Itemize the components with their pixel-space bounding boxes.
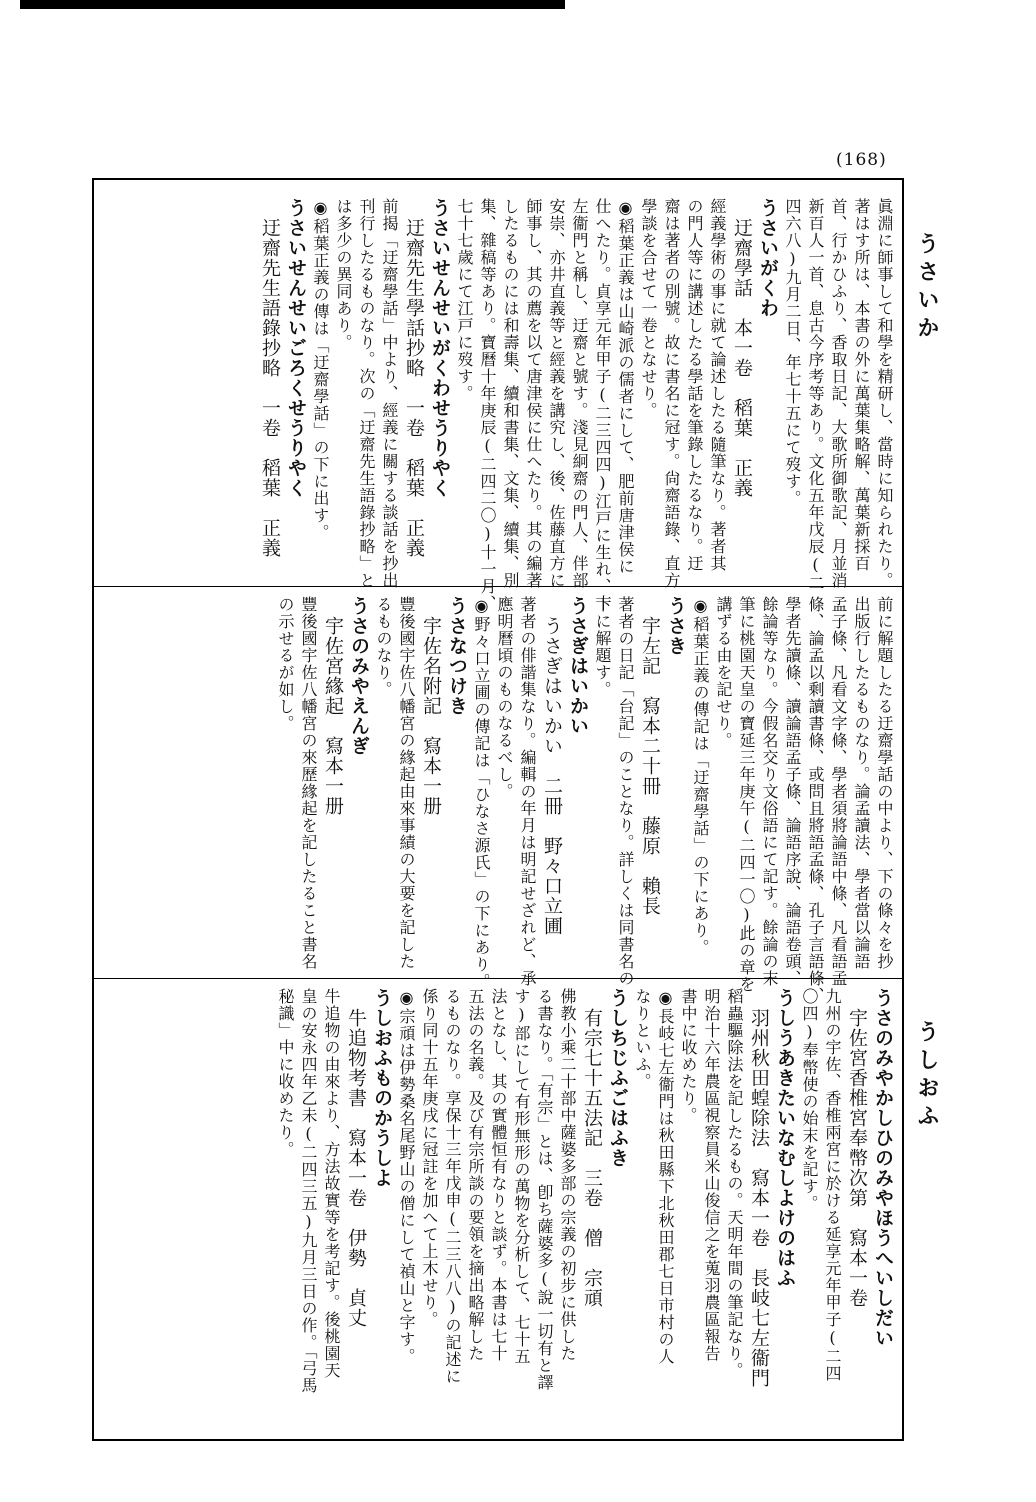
entry-title-line: 羽州秋田蝗除法 寫本一卷 長岐七左衞門	[748, 988, 770, 1388]
entry-title-line: 迂齋學話 本一卷 稻葉 正義	[731, 198, 753, 498]
text-line: の示せるが如し。	[276, 596, 295, 732]
entry-heading: うしおふものかうしよ	[371, 988, 393, 1188]
section-bottom	[100, 988, 896, 1428]
text-line: る書なり。「有宗」とは、卽ち薩婆多(說一切有と譯	[535, 988, 554, 1391]
entry-title-line: 迂齋先生語錄抄略 一卷 稻葉 正義	[259, 198, 281, 558]
top-rule	[20, 0, 565, 9]
section-divider-1	[92, 586, 904, 587]
entry-heading: うしうあきたいなむしよけのはふ	[774, 988, 796, 1288]
text-line: 皇の安永四年乙未(二四三五)九月三日の作。「弓馬	[299, 988, 318, 1394]
text-line: 左衞門と稱し、迂齋と號す。淺見絅齋の門人、伴部	[570, 198, 589, 589]
entry-heading: うさのみやかしひのみやほうへいしだい	[872, 988, 894, 1348]
text-line: ◉野々口立圃の傳記は「ひなさ源氏」の下にあり。	[472, 596, 491, 990]
text-line: 係り同十五年庚戌に冠註を加へて上木せり。	[420, 988, 439, 1328]
entry-title-line: 牛追物考書 寫本一卷 伊勢 貞丈	[345, 988, 367, 1328]
text-line: 著はす所は、本書の外に萬葉集略解、萬葉新採百	[852, 198, 871, 572]
text-line: 五法の名義。及び有宗所談の要領を摘出略解した	[466, 988, 485, 1362]
text-line: 集、雜稿等あり。寶曆十年庚辰(二四二〇)十一月、	[478, 198, 497, 612]
text-line: 佛教小乘二十部中薩婆多部の宗義の初步に供した	[558, 988, 577, 1362]
text-line: 下に解題す。	[593, 596, 612, 698]
text-line: は多少の異同あり。	[334, 198, 353, 351]
text-line: 前に解題したる迂齋學話の中より、下の條々を抄	[875, 596, 894, 970]
text-line: 安崇、亦井直義等と經義を講究し、後、佐藤直方に	[547, 198, 566, 589]
text-line: 刊行したるものなり。次の「迂齋先生語錄抄略」と	[357, 198, 376, 589]
text-line: 筆に桃園天皇の寶延三年庚午(二四一〇)此の章を	[737, 596, 756, 993]
text-line: 前揭「迂齋學話」中より、經義に關する談話を抄出	[380, 198, 399, 589]
text-line: 齋は著者の別號。故に書名に冠す。尙齋語錄、直方	[662, 198, 681, 589]
text-line: 九州の宇佐、香椎兩宮に於ける延享元年甲子(二四	[823, 988, 842, 1382]
text-line: したるものには和壽集、續和書集、文集、續集、別	[501, 198, 520, 589]
text-line: す)部にして有形無形の萬物を分析して、七十五	[512, 988, 531, 1365]
text-line: 新百人一首、息古今序考等あり。文化五年戊辰(二	[806, 198, 825, 592]
text-line: ◉長岐七左衞門は秋田縣下北秋田郡七日市村の人	[656, 988, 675, 1365]
entry-heading: うさなつけき	[446, 596, 468, 716]
text-line: 著者の日記「台記」のことなり。詳しくは同書名の	[616, 596, 635, 987]
entry-heading: うさのみやえんぎ	[348, 596, 370, 756]
text-line: ◉宗頑は伊勢桑名尾野山の僧にして禎山と字す。	[397, 988, 416, 1365]
text-line: 稻蟲驅除法を記したるもの。天明年間の筆記なり。	[725, 988, 744, 1379]
text-line: 學者先讀條、讀論語孟子條、論語序說、論語卷頭、	[783, 596, 802, 987]
entry-title-line: 宇佐宮香椎宮奉幣次第 寫本一卷	[846, 988, 868, 1308]
text-line: 書中に收めたり。	[679, 988, 698, 1124]
text-line: 餘論等なり。今假名交り文俗語にて記す。餘論の末	[760, 596, 779, 987]
section-middle	[100, 596, 896, 1004]
text-line: ◉稻葉正義の傳記は「迂齋學話」の下にあり。	[691, 596, 710, 956]
entry-heading: うさいがくわ	[757, 198, 779, 318]
text-line: 七十七歲にて江戸に歿す。	[455, 198, 474, 402]
entry-heading: うさいせんせいがくわせうりやく	[429, 198, 451, 498]
text-line: 仕へたり。貞享元年甲子(二三四四)江戸に生れ、十	[593, 198, 612, 612]
text-line: 豐後國宇佐八幡宮の緣起由來事績の大要を記した	[397, 596, 416, 970]
text-line: 眞淵に師事して和學を精研し、當時に知られたり。	[875, 198, 894, 589]
text-line: 〇四)奉幣使の始末を記す。	[800, 988, 819, 1212]
text-line: 首、行かひふり、香取日記、大歌所御歌記、月並消	[829, 198, 848, 589]
text-line: 孟子條、凡看文字條、學者須將論語中條、凡看語孟	[829, 596, 848, 987]
text-line: ◉稻葉正義は山崎派の儒者にして、肥前唐津侯に	[616, 198, 635, 575]
entry-title-line: 宇佐宮緣起 寫本一册	[322, 596, 344, 816]
text-line: 四六八)九月二日、年七十五にて歿す。	[783, 198, 802, 507]
page-number: (168)	[836, 150, 887, 170]
text-line: 經義學術の事に就て論述したる隨筆なり。著者其	[708, 198, 727, 572]
entry-heading: うさいせんせいごろくせうりやく	[285, 198, 307, 498]
text-line: 條、論孟以剩讀書條、或問且將語孟條、孔子言語條、	[806, 596, 825, 1004]
text-line: 明治十六年農區視察員米山俊信之を蒐羽農區報告	[702, 988, 721, 1362]
entry-title-line: 宇左記 寫本二十冊 藤原 賴長	[639, 596, 661, 916]
text-line: ◉稻葉正義の傳は「迂齋學話」の下に出す。	[311, 198, 330, 541]
entry-heading: うさぎはいかい	[567, 596, 589, 736]
text-line: の門人等に講述したる學話を筆錄したるなり。迂	[685, 198, 704, 572]
text-line: 著者の俳諧集なり。編輯の年月は明記せざれど、承	[518, 596, 537, 987]
running-header-left: うしおふ	[914, 1020, 940, 1132]
text-line: 應明曆頃のものなるべし。	[495, 596, 514, 800]
text-line: 牛追物の由來より、方法故實等を考記す。後桃園天	[322, 988, 341, 1379]
entry-title-line: 迂齋先生學話抄略 一卷 稻葉 正義	[403, 198, 425, 558]
entry-title-line: うさぎはいかい 二冊 野々口立圃	[541, 596, 563, 936]
text-line: るものなり。享保十三年戊申(二三八八)の記述に	[443, 988, 462, 1385]
entry-title-line: 宇佐名附記 寫本一册	[420, 596, 442, 816]
entry-heading: うしちじふごはふき	[607, 988, 629, 1168]
entry-heading: うさき	[665, 596, 687, 656]
text-line: 講ずる由を記せり。	[714, 596, 733, 749]
text-line: 出版行したるものなり。論孟讀法、學者當以論語	[852, 596, 871, 970]
text-line: 豐後國宇佐八幡宮の來歷緣起を記したること書名	[299, 596, 318, 970]
running-header-right: うさいか	[914, 232, 940, 344]
text-line: 秘識」中に收めたり。	[276, 988, 295, 1158]
text-line: なりといふ。	[633, 988, 652, 1090]
text-line: 師事し、其の薦を以て唐津侯に仕へたり。其の編著	[524, 198, 543, 589]
text-line: るものなり。	[374, 596, 393, 698]
entry-title-line: 有宗七十五法記 三卷 僧 宗頑	[581, 988, 603, 1308]
text-line: 學談を合せて一卷となせり。	[639, 198, 658, 419]
section-top	[100, 198, 896, 612]
text-line: 法となし、其の實體恒有なりと談ず。本書は七十	[489, 988, 508, 1362]
